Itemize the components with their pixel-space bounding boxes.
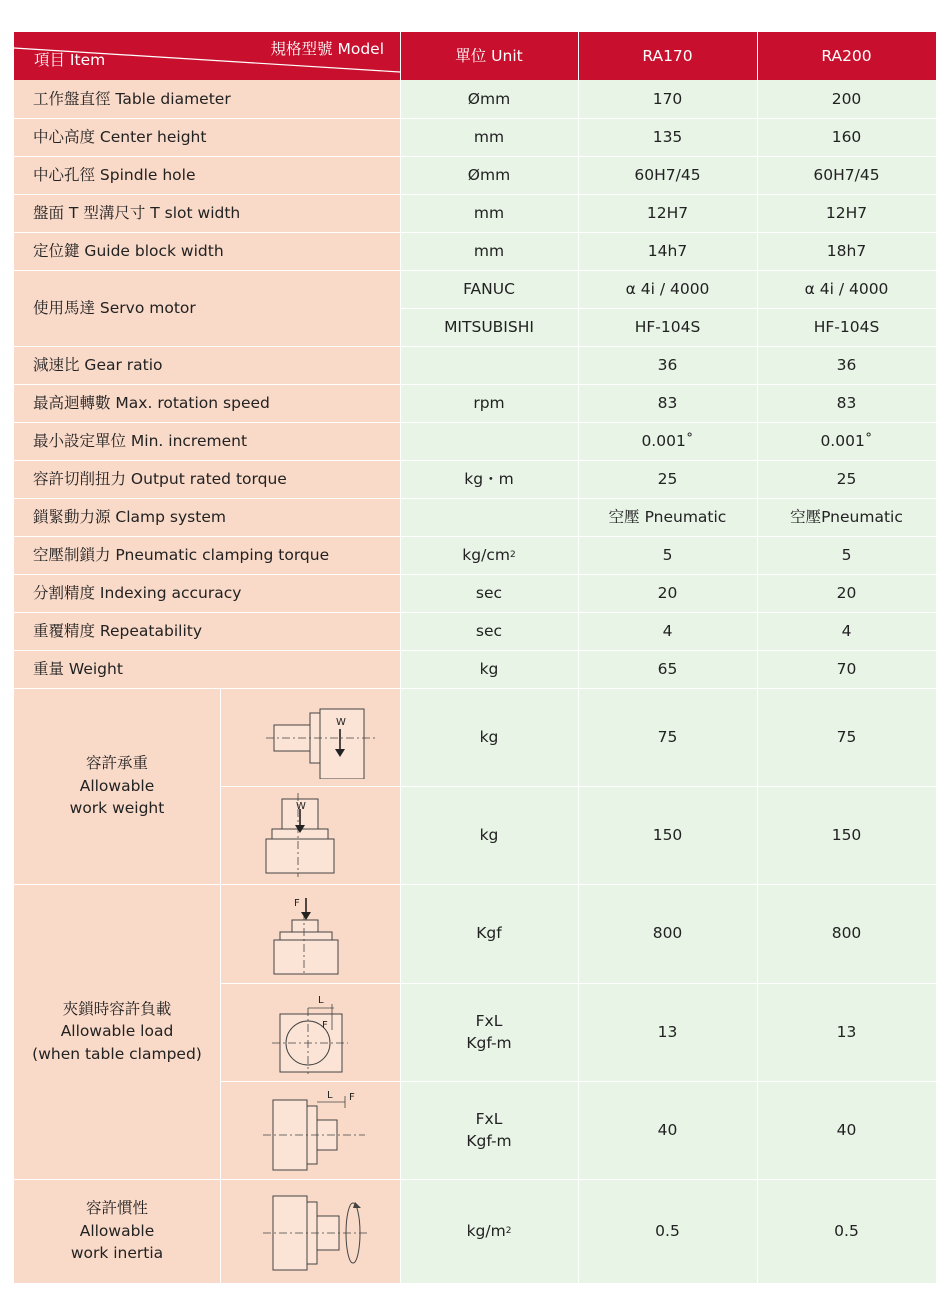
grid-line — [14, 688, 936, 689]
load3-ra200: 40 — [757, 1081, 936, 1179]
load1-ra170: 800 — [578, 884, 757, 983]
row-value-ra170: 0.001˚ — [578, 422, 757, 460]
row-value-ra170: 135 — [578, 118, 757, 156]
load3-unit-line2: Kgf-m — [466, 1132, 512, 1150]
row-unit — [400, 422, 578, 460]
row-value-ra170: 空壓 Pneumatic — [578, 498, 757, 536]
load2-unit-line2: Kgf-m — [466, 1034, 512, 1052]
svg-text:F: F — [294, 897, 300, 909]
inertia-label-zh: 容許慣性 — [85, 1199, 148, 1218]
grid-line — [14, 232, 936, 233]
row-value-ra170: 60H7/45 — [578, 156, 757, 194]
diagram-cell — [220, 1179, 400, 1283]
servo-mitsubishi-ra200: HF-104S — [757, 308, 936, 346]
row-value-ra200: 12H7 — [757, 194, 936, 232]
grid-line — [220, 688, 221, 1283]
inertia-label — [14, 1179, 220, 1283]
inertia-label-en1: Allowable — [79, 1221, 155, 1240]
load2-unit — [400, 983, 578, 1081]
row-value-ra170: 12H7 — [578, 194, 757, 232]
row-label: 定位鍵 Guide block width — [14, 232, 400, 270]
row-value-ra170: 170 — [578, 80, 757, 118]
ww2-unit: kg — [400, 786, 578, 884]
inertia-ra170: 0.5 — [578, 1179, 757, 1283]
row-unit-text: kg/cm — [462, 545, 510, 564]
row-label: 工作盤直徑 Table diameter — [14, 80, 400, 118]
grid-line — [220, 983, 936, 984]
diagram-cell — [220, 688, 400, 786]
row-value-ra200: 0.001˚ — [757, 422, 936, 460]
grid-line — [757, 32, 758, 1283]
row-label: 鎖緊動力源 Clamp system — [14, 498, 400, 536]
row-unit — [400, 346, 578, 384]
spec-table — [14, 32, 936, 1283]
row-unit — [400, 498, 578, 536]
inertia-label-en2: work inertia — [70, 1244, 164, 1263]
inertia-diagram — [245, 1186, 375, 1276]
servo-fanuc-ra170: α 4i / 4000 — [578, 270, 757, 308]
load2-ra170: 13 — [578, 983, 757, 1081]
servo-mitsubishi-ra170: HF-104S — [578, 308, 757, 346]
load3-unit-line1: FxL — [475, 1109, 503, 1128]
load-label-en2: (when table clamped) — [32, 1044, 202, 1063]
load3-ra170: 40 — [578, 1081, 757, 1179]
row-unit: kg — [400, 650, 578, 688]
inertia-ra200: 0.5 — [757, 1179, 936, 1283]
axial-load-diagram — [250, 892, 370, 976]
svg-text:F: F — [322, 1020, 328, 1031]
row-unit: kg/cm 2 — [400, 536, 578, 574]
diagram-cell — [220, 983, 400, 1081]
diagram-cell — [220, 786, 400, 884]
grid-line — [14, 498, 936, 499]
row-value-ra200: 160 — [757, 118, 936, 156]
grid-line — [400, 308, 936, 309]
moment-load-side-diagram — [245, 1088, 375, 1172]
grid-line — [14, 650, 936, 651]
row-value-ra200: 200 — [757, 80, 936, 118]
row-value-ra170: 20 — [578, 574, 757, 612]
grid-line — [14, 1179, 936, 1180]
row-unit: mm — [400, 232, 578, 270]
row-unit: kg・m — [400, 460, 578, 498]
grid-line — [14, 384, 936, 385]
work-weight-label-en2: work weight — [69, 799, 165, 818]
load2-ra200: 13 — [757, 983, 936, 1081]
load-label-zh: 夾鎖時容許負載 — [62, 999, 172, 1018]
row-label: 最小設定單位 Min. increment — [14, 422, 400, 460]
grid-line — [14, 270, 936, 271]
row-label: 中心高度 Center height — [14, 118, 400, 156]
ww2-ra170: 150 — [578, 786, 757, 884]
work-weight-label-en1: Allowable — [79, 776, 155, 795]
grid-line — [14, 118, 936, 119]
grid-line — [14, 574, 936, 575]
grid-line — [400, 32, 401, 1283]
row-value-ra170: 36 — [578, 346, 757, 384]
load1-ra200: 800 — [757, 884, 936, 983]
row-value-ra170: 5 — [578, 536, 757, 574]
row-value-ra200: 60H7/45 — [757, 156, 936, 194]
grid-line — [14, 460, 936, 461]
ww1-ra200: 75 — [757, 688, 936, 786]
row-label: 減速比 Gear ratio — [14, 346, 400, 384]
ww1-unit: kg — [400, 688, 578, 786]
row-unit: sec — [400, 612, 578, 650]
row-value-ra200: 18h7 — [757, 232, 936, 270]
svg-text:F: F — [349, 1092, 355, 1103]
header-item-label: 項目 Item — [34, 50, 106, 69]
row-value-ra200: 4 — [757, 612, 936, 650]
svg-text:W: W — [296, 801, 306, 812]
diagram-cell — [220, 884, 400, 983]
svg-text:L: L — [318, 995, 324, 1006]
row-value-ra200: 36 — [757, 346, 936, 384]
header-unit: 單位 Unit — [400, 32, 578, 80]
row-label: 最高迴轉數 Max. rotation speed — [14, 384, 400, 422]
row-value-ra200: 70 — [757, 650, 936, 688]
diagram-cell — [220, 1081, 400, 1179]
vertical-load-diagram — [250, 793, 370, 877]
load-label — [14, 884, 220, 1179]
row-unit: sec — [400, 574, 578, 612]
servo-label: 使用馬達 Servo motor — [14, 270, 400, 346]
grid-line — [14, 612, 936, 613]
row-label: 盤面 T 型溝尺寸 T slot width — [14, 194, 400, 232]
grid-line — [14, 422, 936, 423]
grid-line — [220, 786, 936, 787]
row-value-ra170: 4 — [578, 612, 757, 650]
horizontal-load-diagram — [240, 695, 380, 779]
row-value-ra200: 5 — [757, 536, 936, 574]
header-ra200: RA200 — [757, 32, 936, 80]
row-label: 空壓制鎖力 Pneumatic clamping torque — [14, 536, 400, 574]
load1-unit: Kgf — [400, 884, 578, 983]
row-value-ra200: 空壓Pneumatic — [757, 498, 936, 536]
grid-line — [14, 346, 936, 347]
ww2-ra200: 150 — [757, 786, 936, 884]
load-label-en1: Allowable load — [60, 1022, 174, 1041]
svg-text:L: L — [327, 1090, 333, 1101]
grid-line — [14, 884, 936, 885]
row-value-ra170: 14h7 — [578, 232, 757, 270]
grid-line — [220, 1081, 936, 1082]
row-unit: Ømm — [400, 80, 578, 118]
row-unit: mm — [400, 194, 578, 232]
row-unit: rpm — [400, 384, 578, 422]
row-unit: mm — [400, 118, 578, 156]
load2-unit-line1: FxL — [475, 1011, 503, 1030]
grid-line — [14, 536, 936, 537]
row-label: 重覆精度 Repeatability — [14, 612, 400, 650]
row-value-ra170: 83 — [578, 384, 757, 422]
row-value-ra200: 83 — [757, 384, 936, 422]
row-unit: Ømm — [400, 156, 578, 194]
grid-line — [14, 194, 936, 195]
servo-fanuc-ra200: α 4i / 4000 — [757, 270, 936, 308]
header-model-label: 規格型號 Model — [270, 40, 384, 58]
ww1-ra170: 75 — [578, 688, 757, 786]
servo-fanuc: FANUC — [400, 270, 578, 308]
row-label: 容許切削扭力 Output rated torque — [14, 460, 400, 498]
header-ra170: RA170 — [578, 32, 757, 80]
work-weight-label — [14, 688, 220, 884]
row-value-ra170: 25 — [578, 460, 757, 498]
servo-mitsubishi: MITSUBISHI — [400, 308, 578, 346]
row-label: 中心孔徑 Spindle hole — [14, 156, 400, 194]
work-weight-label-zh: 容許承重 — [85, 754, 148, 773]
row-label: 分割精度 Indexing accuracy — [14, 574, 400, 612]
svg-text:W: W — [336, 717, 346, 728]
row-label: 重量 Weight — [14, 650, 400, 688]
grid-line — [14, 156, 936, 157]
row-value-ra200: 25 — [757, 460, 936, 498]
grid-line — [578, 32, 579, 1283]
inertia-unit-text: kg/m — [466, 1221, 506, 1240]
row-value-ra200: 20 — [757, 574, 936, 612]
row-value-ra170: 65 — [578, 650, 757, 688]
moment-load-top-diagram — [250, 990, 370, 1074]
header-item-model-cell — [14, 32, 400, 80]
inertia-unit: kg/m 2 — [400, 1179, 578, 1283]
load3-unit — [400, 1081, 578, 1179]
